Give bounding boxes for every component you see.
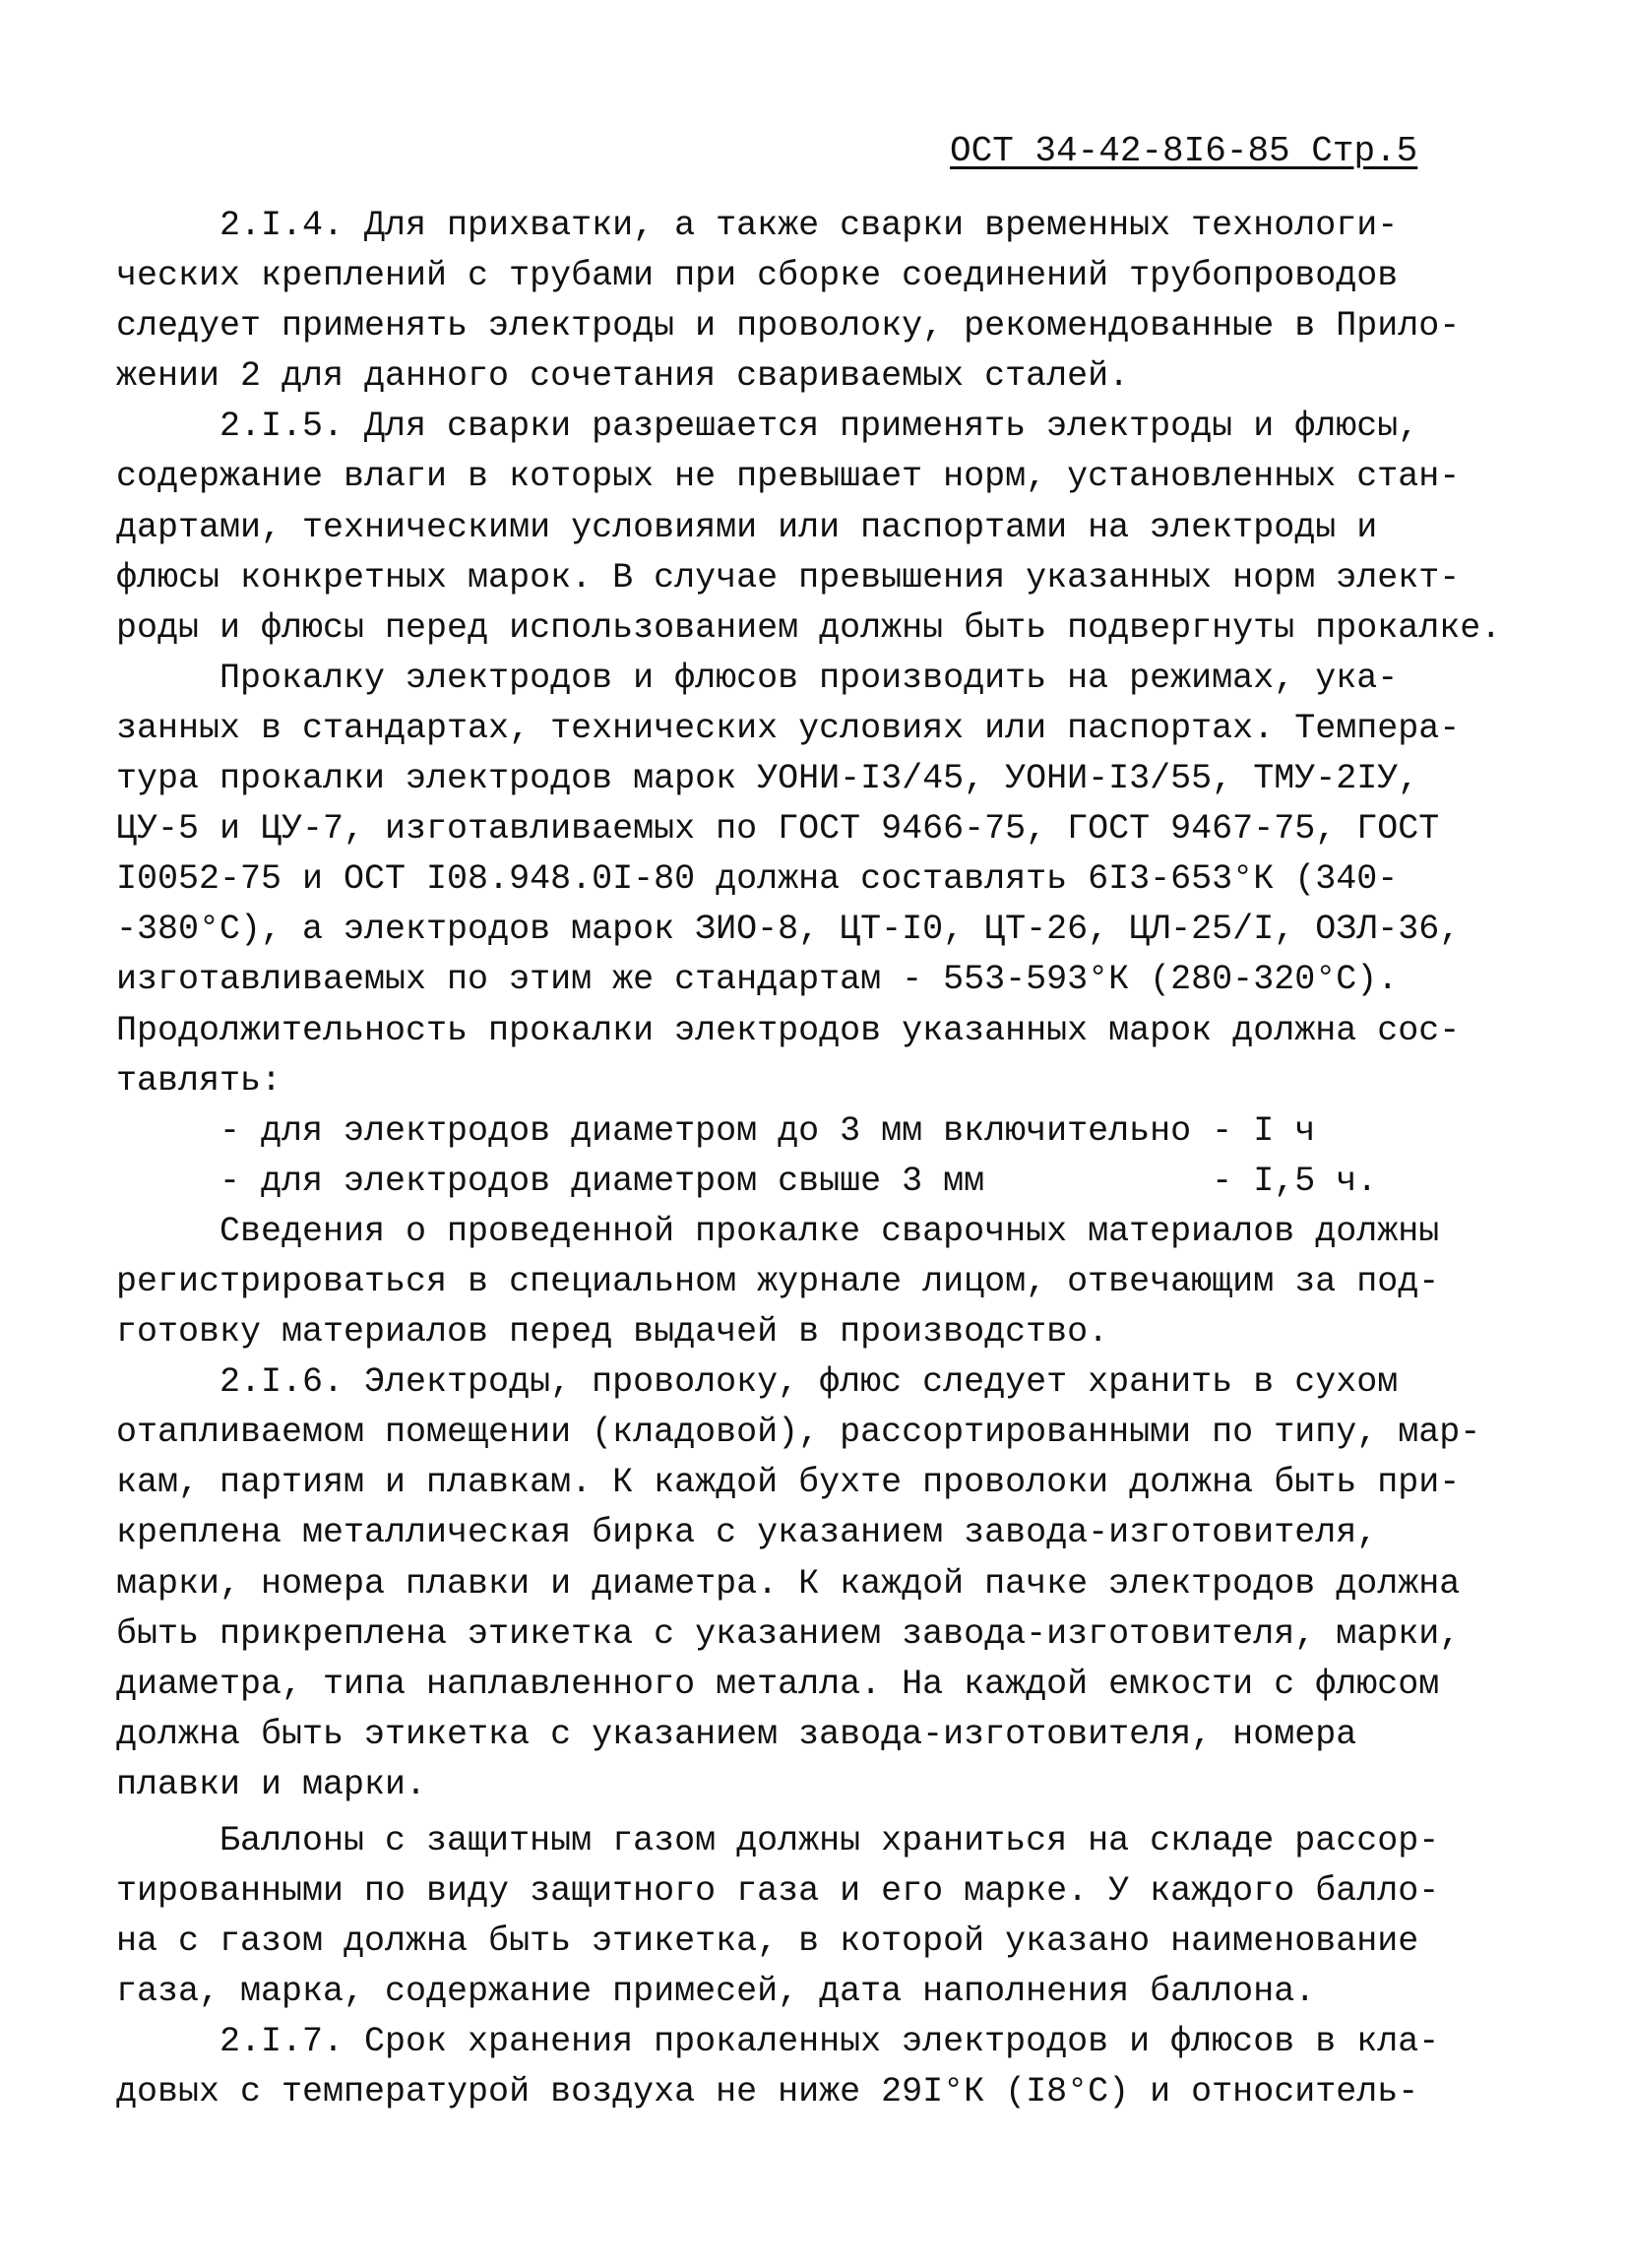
text-line: ЦУ-5 и ЦУ-7, изготавливаемых по ГОСТ 9466-75, ГОСТ 9467-75, ГОСТ bbox=[116, 809, 1440, 850]
text-line: ческих креплений с трубами при сборке соединений трубопроводов bbox=[116, 256, 1399, 296]
text-line: Прокалку электродов и флюсов производить на режимах, ука- bbox=[116, 658, 1399, 698]
text-line: дартами, техническими условиями или паспортами на электроды и bbox=[116, 507, 1378, 547]
page-header: ОСТ 34-42-8I6-85 Стр.5 bbox=[950, 131, 1418, 171]
text-line: быть прикреплена этикетка с указанием завода-изготовителя, марки, bbox=[116, 1613, 1461, 1654]
text-line: плавки и марки. bbox=[116, 1764, 427, 1804]
text-line: должна быть этикетка с указанием завода-изготовителя, номера bbox=[116, 1714, 1357, 1754]
text-line: довых с температурой воздуха не ниже 29I°К (I8°С) и относитель- bbox=[116, 2072, 1419, 2112]
text-line: I0052-75 и ОСТ I08.948.0I-80 должна составлять 6I3-653°К (340- bbox=[116, 859, 1399, 900]
text-line: - для электродов диаметром свыше 3 мм - I,5 ч. bbox=[116, 1161, 1378, 1201]
text-line: Сведения о проведенной прокалке сварочных материалов должны bbox=[116, 1211, 1440, 1251]
text-line: жении 2 для данного сочетания свариваемых сталей. bbox=[116, 356, 1130, 397]
text-line: марки, номера плавки и диаметра. К каждой пачке электродов должна bbox=[116, 1563, 1461, 1604]
text-line: занных в стандартах, технических условиях или паспортах. Темпера- bbox=[116, 708, 1461, 748]
text-line: Продолжительность прокалки электродов указанных марок должна сос- bbox=[116, 1010, 1461, 1050]
text-line: 2.I.4. Для прихватки, а также сварки временных технологи- bbox=[116, 206, 1399, 245]
text-line: содержание влаги в которых не превышает норм, установленных стан- bbox=[116, 457, 1461, 497]
text-line: на с газом должна быть этикетка, в которой указано наименование bbox=[116, 1922, 1419, 1962]
text-line: тавлять: bbox=[116, 1060, 282, 1101]
text-line: тированными по виду защитного газа и его марке. У каждого балло- bbox=[116, 1871, 1440, 1912]
text-line: газа, марка, содержание примесей, дата наполнения баллона. bbox=[116, 1972, 1316, 2012]
text-line: тура прокалки электродов марок УОНИ-I3/45, УОНИ-I3/55, ТМУ-2IУ, bbox=[116, 759, 1419, 799]
text-line: изготавливаемых по этим же стандартам - 553-593°К (280-320°С). bbox=[116, 960, 1399, 1000]
text-line: 2.I.5. Для сварки разрешается применять электроды и флюсы, bbox=[116, 407, 1419, 447]
text-line: регистрироваться в специальном журнале лицом, отвечающим за под- bbox=[116, 1261, 1440, 1301]
text-line: -380°С), а электродов марок ЗИО-8, ЦТ-I0, ЦТ-26, ЦЛ-25/I, ОЗЛ-36, bbox=[116, 910, 1461, 950]
document-body bbox=[116, 201, 1534, 2118]
text-line: отапливаемом помещении (кладовой), рассортированными по типу, мар- bbox=[116, 1413, 1481, 1453]
text-line: 2.I.7. Срок хранения прокаленных электродов и флюсов в кла- bbox=[116, 2022, 1440, 2062]
text-line: Баллоны с защитным газом должны храниться на складе рассор- bbox=[116, 1821, 1440, 1860]
text-line: готовку материалов перед выдачей в производство. bbox=[116, 1312, 1109, 1353]
text-line: следует применять электроды и проволоку, рекомендованные в Прило- bbox=[116, 306, 1461, 346]
text-line: кам, партиям и плавкам. К каждой бухте проволоки должна быть при- bbox=[116, 1463, 1461, 1503]
text-line: - для электродов диаметром до 3 мм включительно - I ч bbox=[116, 1110, 1316, 1151]
text-line: флюсы конкретных марок. В случае превышения указанных норм элект- bbox=[116, 557, 1461, 598]
text-line: роды и флюсы перед использованием должны быть подвергнуты прокалке. bbox=[116, 607, 1502, 648]
text-line: креплена металлическая бирка с указанием завода-изготовителя, bbox=[116, 1513, 1378, 1553]
text-line: 2.I.6. Электроды, проволоку, флюс следует хранить в сухом bbox=[116, 1362, 1399, 1403]
text-line: диаметра, типа наплавленного металла. На каждой емкости с флюсом bbox=[116, 1664, 1440, 1704]
